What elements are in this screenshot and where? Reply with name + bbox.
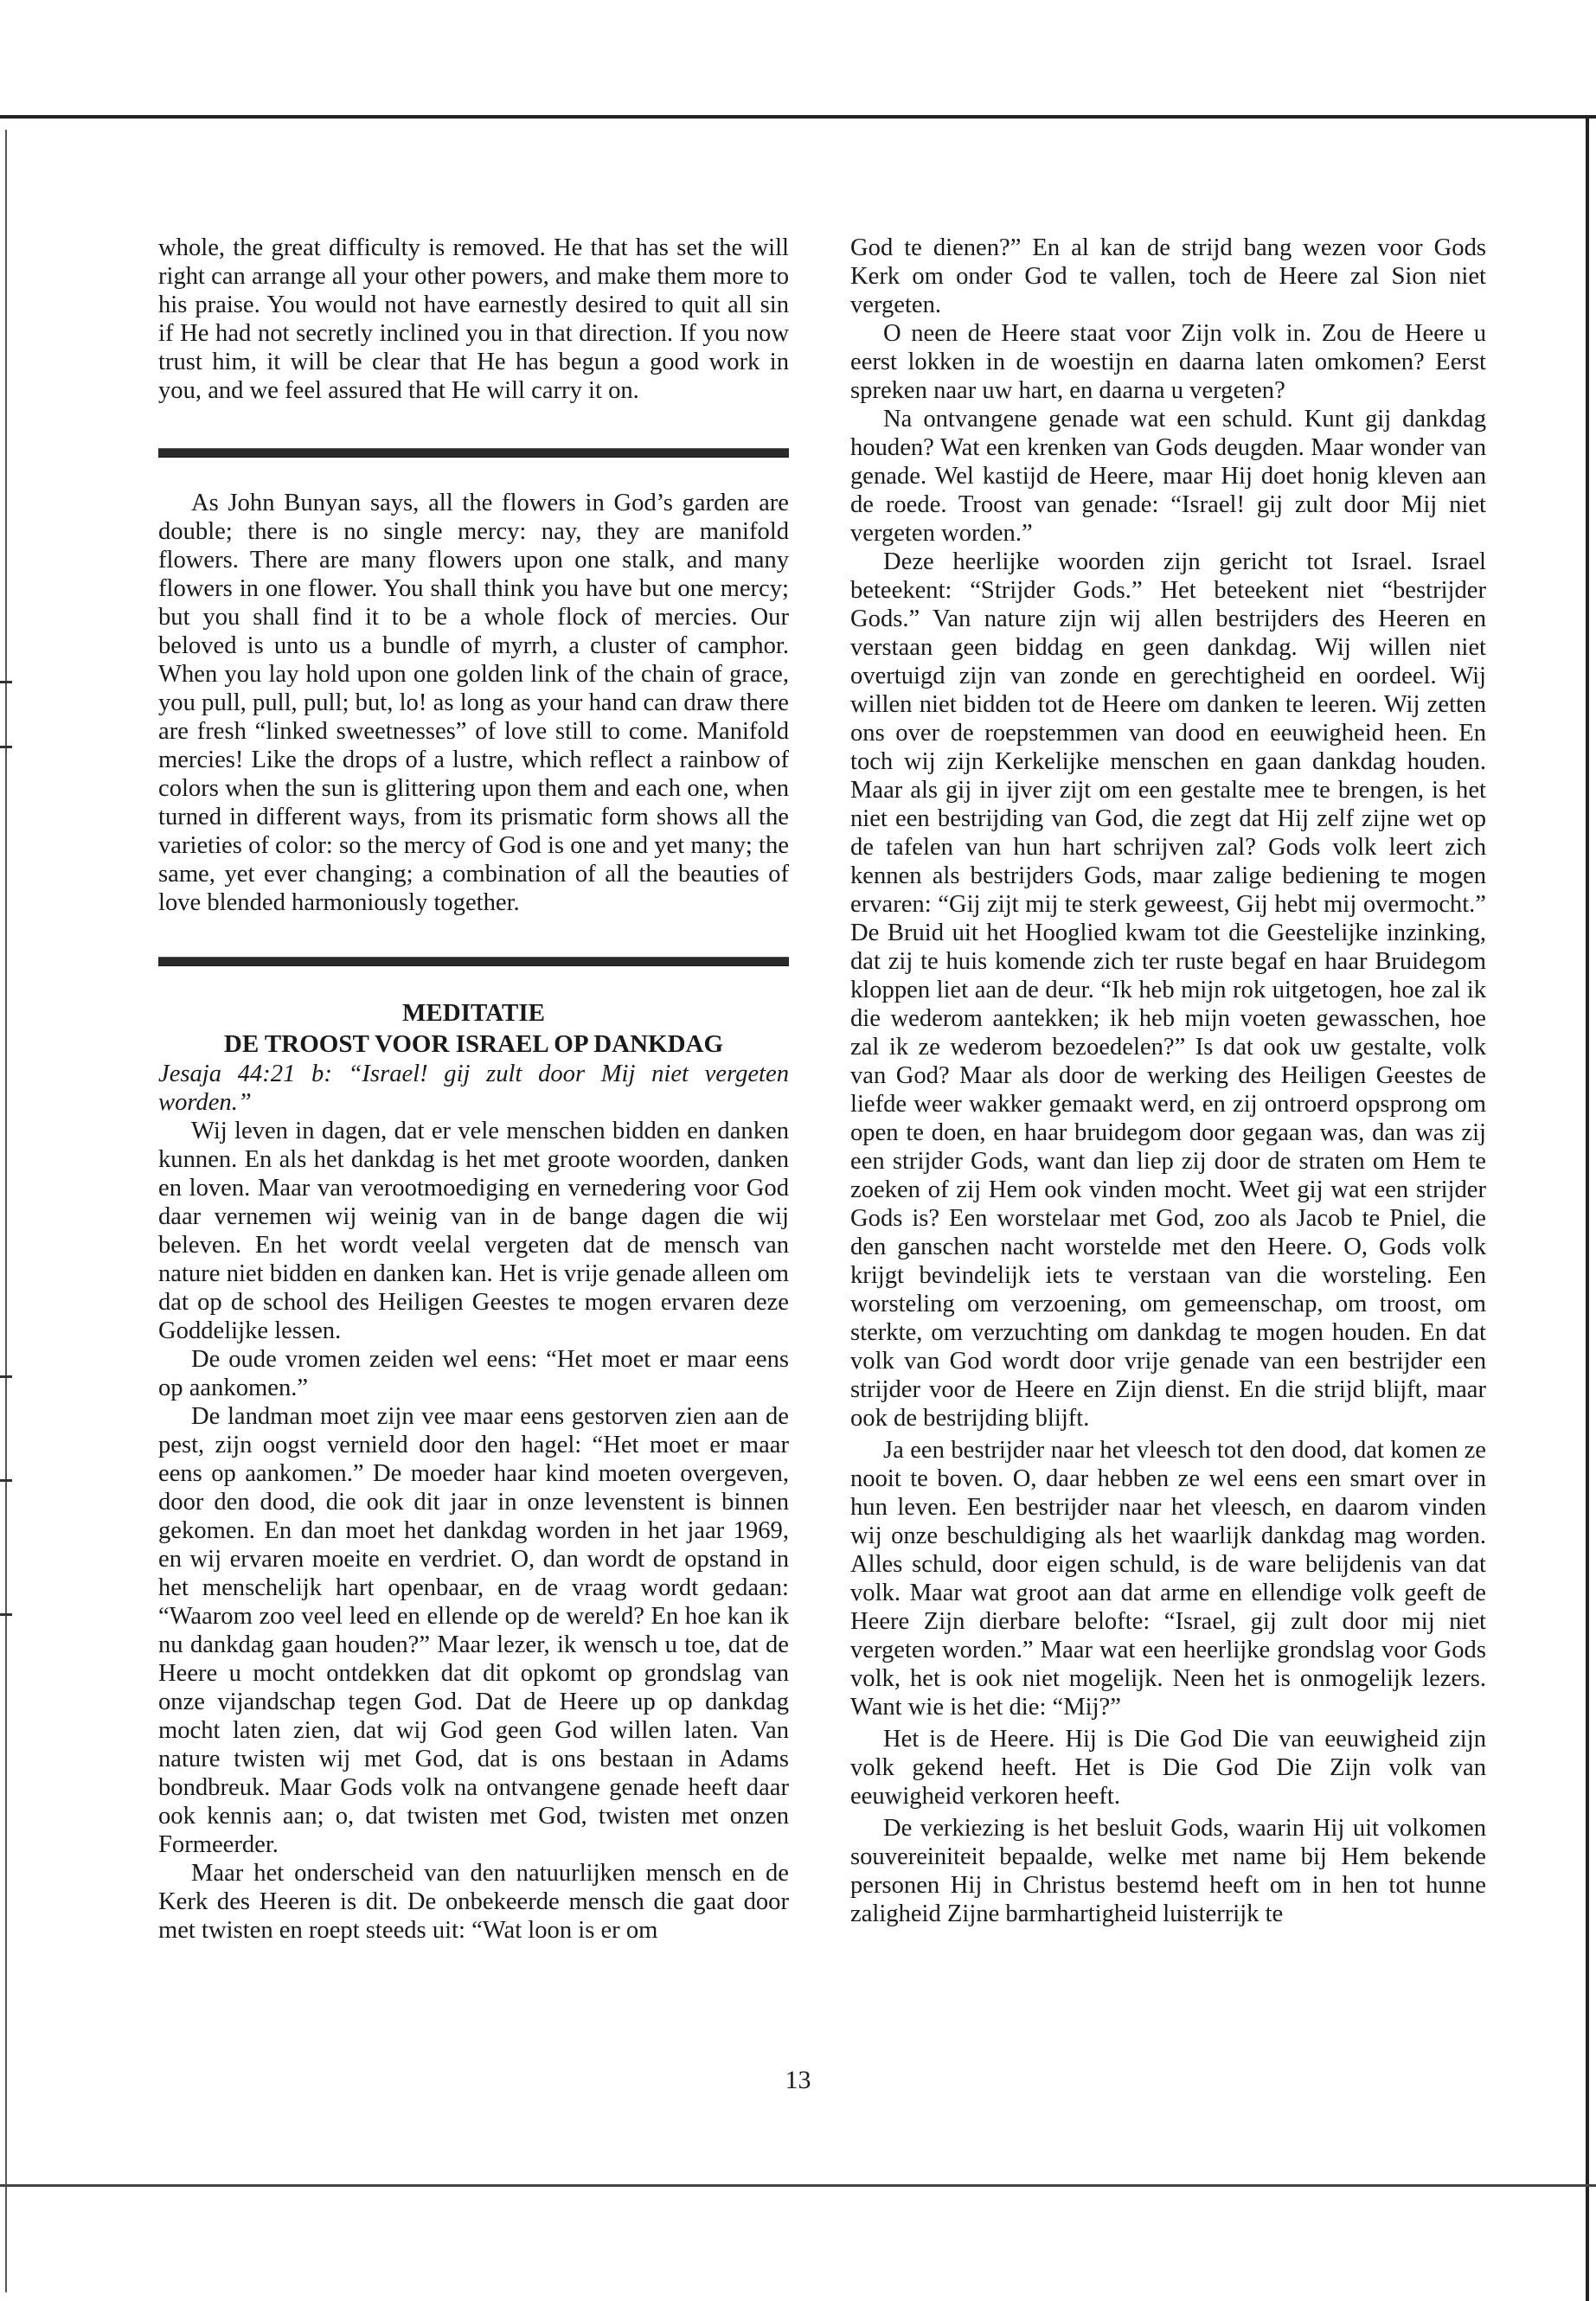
paragraph: Ja een bestrijder naar het vleesch tot den dood, dat komen ze nooit te boven. O, daar hebben ze wel eens een smart over in hun leven. Een bestrijder naar het vleesch, en daarom vinden wij onze beschuldiging als het waarlijk dankdag mag worden. Alles schuld, door eigen schuld, is de ware belijdenis van dat volk. Maar wat groot aan dat arme en ellendige volk geeft de Heere Zijn dierbare belofte: “Israel, gij zult door mij niet vergeten worden.” Maar wat een heerlijke grondslag voor Gods volk, het is ook niet mogelijk. Neen het is onmogelijk lezers. Want wie is het die: “Mij?” [850, 1437, 1486, 1721]
section-divider [158, 448, 789, 458]
paragraph: O neen de Heere staat voor Zijn volk in. Zou de Heere u eerst lokken in de woestijn en daarna laten omkomen? Eerst spreken naar uw hart, en daarna u vergeten? [850, 320, 1486, 404]
paragraph: De verkiezing is het besluit Gods, waarin Hij uit volkomen souvereiniteit bepaalde, welke met name bij Hem bekende personen Hij in Christus bestemd heeft om in hen tot hunne zaligheid Zijne barmhartigheid luisterrijk te [850, 1815, 1486, 1927]
paragraph: De oude vromen zeiden wel eens: “Het moet er maar eens op aankomen.” [158, 1346, 789, 1401]
paragraph: Maar het onderscheid van den natuurlijken mensch en de Kerk des Heeren is dit. De onbekeerde mensch die gaat door met twisten en roept steeds uit: “Wat loon is er om [158, 1860, 789, 1944]
frame-bottom-border [0, 2184, 1596, 2187]
paragraph: Deze heerlijke woorden zijn gericht tot Israel. Israel beteekent: “Strijder Gods.” Het beteekent niet “bestrijder Gods.” Van nature zijn wij allen bestrijders des Heeren en verstaan geen biddag en geen dankdag. Wij willen niet overtuigd zijn van zonde en gerechtigheid en oordeel. Wij willen niet bidden tot de Heere om danken te leeren. Wij zetten ons over de roepstemmen van dood en eeuwigheid heen. En toch wij zijn Kerkelijke menschen en gaan dankdag houden. Maar als gij in ijver zijt om een gestalte mee te brengen, is het niet een bestrijding van God, die zegt dat Hij zelf zijne wet op de tafelen van hun hart schrijven zal? Gods volk leert zich kennen als bestrijders Gods, maar zalige bediening te mogen ervaren: “Gij zijt mij te sterk geweest, Gij hebt mij overmocht.” De Bruid uit het Hooglied kwam tot die Geestelijke inzinking, dat zij te huis komende zich ter ruste begaf en haar Bruidegom kloppen liet aan de deur. “Ik heb mijn rok uitgetogen, hoe zal ik die wederom aantekken; ik heb mijn voeten gewasschen, hoe zal ik ze wederom bezoedelen?” Is dat ook uw gestalte, volk van God? Maar als door de werking des Heiligen Geestes de liefde weer wakker gemaakt werd, en zij ontroerd opsprong om open te doen, en haar bruidegom door gegaan was, dan was zij een strijder Gods, want dan liep zij door de straten om Hem te zoeken of zij Hem ook vinden mocht. Weet gij wat een strijder Gods is? Een worstelaar met God, zoo als Jacob te Pniel, die den ganschen nacht worstelde met den Heere. O, Gods volk krijgt bevindelijk iets te verstaan van die worsteling. Een worsteling om verzoening, om gemeenschap, om troost, om sterkte, om verzuchting om dankdag te mogen houden. En dat volk van God wordt door vrije genade van een bestrijder een strijder voor de Heere en Zijn dienst. En die strijd blijft, maar ook de bestrijding blijft. [850, 548, 1486, 1432]
section-heading: MEDITATIE [402, 999, 545, 1027]
paragraph: Wij leven in dagen, dat er vele menschen bidden en danken kunnen. En als het dankdag is het met groote woorden, danken en loven. Maar van verootmoediging en vernedering voor God daar vernemen wij weinig van in de bange dagen die wij beleven. En het wordt veelal vergeten dat de mensch van nature niet bidden en danken kan. Het is vrije genade alleen om dat op de school des Heiligen Geestes te mogen ervaren deze Goddelijke lessen. [158, 1118, 789, 1344]
right-column [850, 234, 1486, 1928]
paragraph: whole, the great difficulty is removed. He that has set the will right can arrange all your other powers, and make them more to his praise. You would not have earnestly desired to quit all sin if He had not secretly inclined you in that direction. If you now trust him, it will be clear that He has begun a good work in you, and we feel assured that He will carry it on. [158, 234, 789, 404]
binding-tick [0, 681, 12, 683]
binding-tick [0, 1479, 12, 1482]
binding-tick [0, 1613, 12, 1616]
scripture-verse: Jesaja 44:21 b: “Israel! gij zult door Mij niet vergeten worden.” [158, 1061, 789, 1116]
paragraph: As John Bunyan says, all the flowers in God’s garden are double; there is no single mercy: nay, they are manifold flowers. There are many flowers upon one stalk, and many flowers in one flower. You shall think you have but one mercy; but you shall find it to be a whole flock of mercies. Our beloved is unto us a bundle of myrrh, a cluster of camphor. When you lay hold upon one golden link of the chain of grace, you pull, pull, pull; but, lo! as long as your hand can draw there are fresh “linked sweetnesses” of love still to come. Manifold mercies! Like the drops of a lustre, which reflect a rainbow of colors when the sun is glittering upon them and each one, when turned in different ways, from its prismatic form shows all the varieties of color: so the mercy of God is one and yet many; the same, yet ever changing; a combination of all the beauties of love blended harmoniously together. [158, 490, 789, 916]
frame-right-border [1586, 115, 1589, 2301]
paragraph: God te dienen?” En al kan de strijd bang wezen voor Gods Kerk om onder God te vallen, toch de Heere zal Sion niet vergeten. [850, 234, 1486, 318]
left-column [158, 234, 789, 1945]
section-divider [158, 957, 789, 966]
binding-tick [0, 1375, 12, 1378]
frame-top-border [0, 115, 1596, 119]
frame-left-border [5, 130, 7, 2292]
binding-tick [0, 746, 12, 748]
article-title: DE TROOST VOOR ISRAEL OP DANKDAG [223, 1030, 724, 1058]
paragraph: Na ontvangene genade wat een schuld. Kunt gij dankdag houden? Wat een krenken van Gods deugden. Maar wonder van genade. Wel kastijd de Heere, maar Hij doet honig kleven aan de roede. Troost van genade: “Israel! gij zult door Mij niet vergeten worden.” [850, 406, 1486, 547]
page-number: 13 [785, 2066, 811, 2094]
paragraph: Het is de Heere. Hij is Die God Die van eeuwigheid zijn volk gekend heeft. Het is Die God Die Zijn volk van eeuwigheid verkoren heeft. [850, 1726, 1486, 1810]
paragraph: De landman moet zijn vee maar eens gestorven zien aan de pest, zijn oogst vernield door den hagel: “Het moet er maar eens op aankomen.” De moeder haar kind moeten overgeven, door den dood, die ook dit jaar in onze levenstent is binnen gekomen. En dan moet het dankdag worden in het jaar 1969, en wij ervaren moeite en verdriet. O, dan wordt de opstand in het menschelijk hart openbaar, en de vraag wordt gedaan: “Waarom zoo veel leed en ellende op de wereld? En hoe kan ik nu dankdag gaan houden?” Maar lezer, ik wensch u toe, dat de Heere u mocht ontdekken dat dit opkomt op grondslag van onze vijandschap tegen God. Dat de Heere up op dankdag mocht laten zien, dat wij God geen God willen laten. Van nature twisten wij met God, dat is ons bestaan in Adams bondbreuk. Maar Gods volk na ontvangene genade heeft daar ook kennis aan; o, dat twisten met God, twisten met onzen Formeerder. [158, 1403, 789, 1858]
